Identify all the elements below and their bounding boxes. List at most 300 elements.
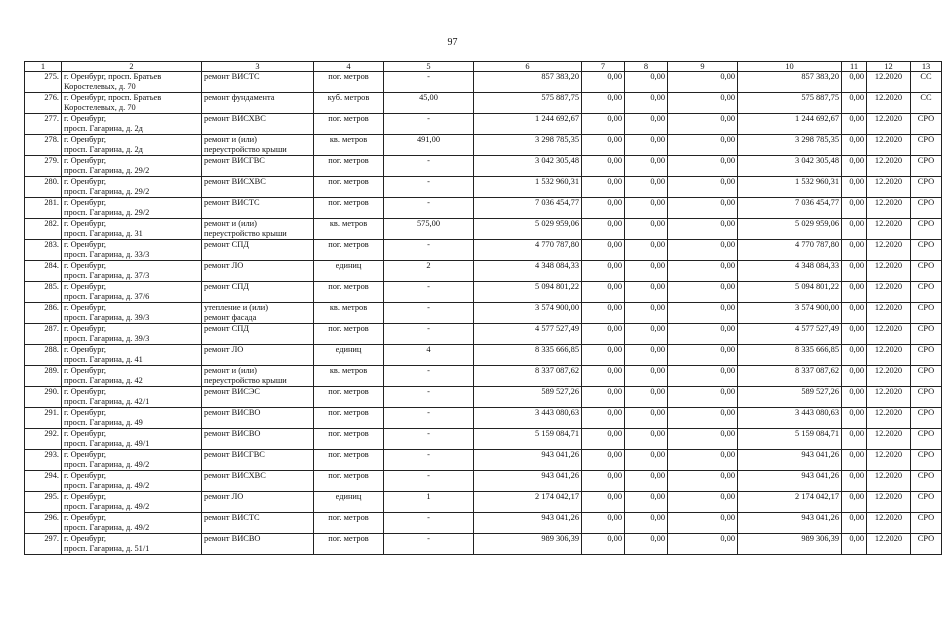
quantity-cell: - <box>384 471 474 492</box>
table-row <box>25 471 942 492</box>
work-type-line-1: ремонт ВИСЭС <box>204 387 260 396</box>
work-type-line-1: ремонт ЛО <box>204 261 244 270</box>
code-cell: СРО <box>911 303 942 324</box>
address-line-2: просп. Гагарина, д. 49/2 <box>64 481 150 490</box>
work-type-cell <box>202 93 314 114</box>
code-cell: СРО <box>911 387 942 408</box>
address-line-2: просп. Гагарина, д. 51/1 <box>64 544 150 553</box>
unit-cell: пог. метров <box>314 177 384 198</box>
row-number: 275. <box>25 72 62 93</box>
table-row <box>25 429 942 450</box>
table-row <box>25 93 942 114</box>
col7-cell: 0,00 <box>582 513 625 534</box>
code-cell: СС <box>911 72 942 93</box>
date-cell: 12.2020 <box>867 534 911 555</box>
row-number: 294. <box>25 471 62 492</box>
row-number: 278. <box>25 135 62 156</box>
address-line-1: г. Оренбург, <box>64 408 107 417</box>
work-type-line-1: ремонт СПД <box>204 282 249 291</box>
row-number: 280. <box>25 177 62 198</box>
col8-cell: 0,00 <box>625 534 668 555</box>
address-line-2: просп. Гагарина, д. 29/2 <box>64 208 150 217</box>
col11-cell: 0,00 <box>842 450 867 471</box>
work-type-line-1: ремонт ВИСГВС <box>204 450 265 459</box>
quantity-cell: - <box>384 387 474 408</box>
col9-cell: 0,00 <box>668 471 738 492</box>
row-number: 290. <box>25 387 62 408</box>
work-type-line-2: переустройство крыши <box>204 376 287 385</box>
date-cell: 12.2020 <box>867 492 911 513</box>
col8-cell: 0,00 <box>625 429 668 450</box>
address-cell <box>62 303 202 324</box>
col7-cell: 0,00 <box>582 492 625 513</box>
date-cell: 12.2020 <box>867 72 911 93</box>
address-cell <box>62 408 202 429</box>
row-number: 287. <box>25 324 62 345</box>
unit-cell: пог. метров <box>314 471 384 492</box>
date-cell: 12.2020 <box>867 471 911 492</box>
unit-cell: единиц <box>314 261 384 282</box>
address-line-2: просп. Гагарина, д. 49 <box>64 418 143 427</box>
work-type-line-1: ремонт и (или) <box>204 135 257 144</box>
col8-cell: 0,00 <box>625 366 668 387</box>
date-cell: 12.2020 <box>867 156 911 177</box>
col7-cell: 0,00 <box>582 408 625 429</box>
quantity-cell: - <box>384 408 474 429</box>
col11-cell: 0,00 <box>842 513 867 534</box>
unit-cell: пог. метров <box>314 387 384 408</box>
code-cell: СРО <box>911 324 942 345</box>
date-cell: 12.2020 <box>867 93 911 114</box>
work-type-line-1: ремонт ВИСВО <box>204 534 261 543</box>
total-cost-cell: 4 577 527,49 <box>474 324 582 345</box>
date-cell: 12.2020 <box>867 240 911 261</box>
total-cost-cell: 8 337 087,62 <box>474 366 582 387</box>
total-cost-cell: 1 244 692,67 <box>474 114 582 135</box>
table-row <box>25 408 942 429</box>
total-cost-cell: 2 174 042,17 <box>474 492 582 513</box>
address-cell <box>62 72 202 93</box>
address-line-1: г. Оренбург, <box>64 492 107 501</box>
date-cell: 12.2020 <box>867 303 911 324</box>
code-cell: СРО <box>911 282 942 303</box>
col7-cell: 0,00 <box>582 135 625 156</box>
date-cell: 12.2020 <box>867 261 911 282</box>
col8-cell: 0,00 <box>625 387 668 408</box>
total-cost-cell: 8 335 666,85 <box>474 345 582 366</box>
unit-cell: пог. метров <box>314 534 384 555</box>
col10-cell: 4 577 527,49 <box>738 324 842 345</box>
col10-cell: 2 174 042,17 <box>738 492 842 513</box>
col8-cell: 0,00 <box>625 114 668 135</box>
address-line-1: г. Оренбург, <box>64 471 107 480</box>
col7-cell: 0,00 <box>582 93 625 114</box>
total-cost-cell: 5 029 959,06 <box>474 219 582 240</box>
col7-cell: 0,00 <box>582 471 625 492</box>
code-cell: СРО <box>911 366 942 387</box>
work-type-line-1: ремонт ЛО <box>204 345 244 354</box>
col9-cell: 0,00 <box>668 345 738 366</box>
col9-cell: 0,00 <box>668 156 738 177</box>
address-line-1: г. Оренбург, <box>64 177 107 186</box>
col9-cell: 0,00 <box>668 534 738 555</box>
address-cell <box>62 261 202 282</box>
address-line-2: просп. Гагарина, д. 29/2 <box>64 187 150 196</box>
total-cost-cell: 3 443 080,63 <box>474 408 582 429</box>
col10-cell: 857 383,20 <box>738 72 842 93</box>
col7-cell: 0,00 <box>582 282 625 303</box>
col8-cell: 0,00 <box>625 261 668 282</box>
col10-cell: 943 041,26 <box>738 471 842 492</box>
table-row <box>25 513 942 534</box>
total-cost-cell: 943 041,26 <box>474 513 582 534</box>
address-cell <box>62 177 202 198</box>
table-row <box>25 450 942 471</box>
row-number: 281. <box>25 198 62 219</box>
date-cell: 12.2020 <box>867 450 911 471</box>
address-line-2: просп. Гагарина, д. 37/6 <box>64 292 150 301</box>
work-type-line-1: ремонт ЛО <box>204 492 244 501</box>
works-table <box>24 61 942 555</box>
col10-cell: 5 029 959,06 <box>738 219 842 240</box>
address-line-2: просп. Гагарина, д. 39/3 <box>64 313 150 322</box>
address-cell <box>62 387 202 408</box>
work-type-line-2: ремонт фасада <box>204 313 257 322</box>
address-line-1: г. Оренбург, <box>64 261 107 270</box>
work-type-cell <box>202 72 314 93</box>
total-cost-cell: 3 298 785,35 <box>474 135 582 156</box>
column-header-9: 9 <box>668 62 738 72</box>
quantity-cell: - <box>384 366 474 387</box>
address-cell <box>62 156 202 177</box>
address-line-1: г. Оренбург, <box>64 345 107 354</box>
table-row <box>25 261 942 282</box>
col7-cell: 0,00 <box>582 366 625 387</box>
total-cost-cell: 5 094 801,22 <box>474 282 582 303</box>
col8-cell: 0,00 <box>625 240 668 261</box>
row-number: 279. <box>25 156 62 177</box>
total-cost-cell: 5 159 084,71 <box>474 429 582 450</box>
unit-cell: кв. метров <box>314 219 384 240</box>
date-cell: 12.2020 <box>867 198 911 219</box>
table-row <box>25 156 942 177</box>
col9-cell: 0,00 <box>668 177 738 198</box>
table-body <box>25 72 942 555</box>
address-line-2: просп. Гагарина, д. 29/2 <box>64 166 150 175</box>
column-header-4: 4 <box>314 62 384 72</box>
address-line-2: просп. Гагарина, д. 42 <box>64 376 143 385</box>
date-cell: 12.2020 <box>867 345 911 366</box>
col8-cell: 0,00 <box>625 282 668 303</box>
address-line-1: г. Оренбург, <box>64 366 107 375</box>
col11-cell: 0,00 <box>842 492 867 513</box>
col8-cell: 0,00 <box>625 513 668 534</box>
col7-cell: 0,00 <box>582 72 625 93</box>
address-cell <box>62 471 202 492</box>
unit-cell: куб. метров <box>314 93 384 114</box>
col8-cell: 0,00 <box>625 303 668 324</box>
address-line-1: г. Оренбург, <box>64 156 107 165</box>
address-line-1: г. Оренбург, <box>64 387 107 396</box>
quantity-cell: - <box>384 177 474 198</box>
work-type-cell <box>202 492 314 513</box>
row-number: 288. <box>25 345 62 366</box>
col11-cell: 0,00 <box>842 261 867 282</box>
address-line-2: просп. Гагарина, д. 37/3 <box>64 271 150 280</box>
address-line-2: просп. Гагарина, д. 49/2 <box>64 502 150 511</box>
work-type-cell <box>202 324 314 345</box>
col7-cell: 0,00 <box>582 324 625 345</box>
code-cell: СРО <box>911 198 942 219</box>
work-type-cell <box>202 219 314 240</box>
date-cell: 12.2020 <box>867 177 911 198</box>
col10-cell: 989 306,39 <box>738 534 842 555</box>
work-type-line-1: ремонт ВИСХВС <box>204 114 266 123</box>
total-cost-cell: 575 887,75 <box>474 93 582 114</box>
col10-cell: 7 036 454,77 <box>738 198 842 219</box>
column-header-12: 12 <box>867 62 911 72</box>
work-type-line-1: ремонт ВИСХВС <box>204 471 266 480</box>
col11-cell: 0,00 <box>842 72 867 93</box>
column-header-11: 11 <box>842 62 867 72</box>
quantity-cell: 45,00 <box>384 93 474 114</box>
col7-cell: 0,00 <box>582 303 625 324</box>
work-type-cell <box>202 303 314 324</box>
address-line-1: г. Оренбург, <box>64 198 107 207</box>
col10-cell: 5 159 084,71 <box>738 429 842 450</box>
work-type-line-1: ремонт ВИСВО <box>204 429 261 438</box>
total-cost-cell: 3 042 305,48 <box>474 156 582 177</box>
code-cell: СРО <box>911 240 942 261</box>
address-line-2: Коростелевых, д. 70 <box>64 82 136 91</box>
table-row <box>25 282 942 303</box>
row-number: 286. <box>25 303 62 324</box>
code-cell: СРО <box>911 534 942 555</box>
row-number: 289. <box>25 366 62 387</box>
quantity-cell: 491,00 <box>384 135 474 156</box>
table-row <box>25 492 942 513</box>
work-type-line-1: ремонт ВИСТС <box>204 72 260 81</box>
work-type-line-1: ремонт СПД <box>204 324 249 333</box>
row-number: 296. <box>25 513 62 534</box>
table-row <box>25 324 942 345</box>
col7-cell: 0,00 <box>582 240 625 261</box>
col9-cell: 0,00 <box>668 303 738 324</box>
col7-cell: 0,00 <box>582 114 625 135</box>
total-cost-cell: 7 036 454,77 <box>474 198 582 219</box>
row-number: 285. <box>25 282 62 303</box>
table-row <box>25 135 942 156</box>
column-header-3: 3 <box>202 62 314 72</box>
col8-cell: 0,00 <box>625 177 668 198</box>
quantity-cell: - <box>384 114 474 135</box>
unit-cell: пог. метров <box>314 282 384 303</box>
column-header-6: 6 <box>474 62 582 72</box>
unit-cell: пог. метров <box>314 72 384 93</box>
table-row <box>25 219 942 240</box>
unit-cell: пог. метров <box>314 450 384 471</box>
unit-cell: кв. метров <box>314 366 384 387</box>
row-number: 277. <box>25 114 62 135</box>
table-row <box>25 534 942 555</box>
work-type-line-1: ремонт и (или) <box>204 219 257 228</box>
address-line-1: г. Оренбург, <box>64 240 107 249</box>
work-type-cell <box>202 240 314 261</box>
col11-cell: 0,00 <box>842 156 867 177</box>
total-cost-cell: 989 306,39 <box>474 534 582 555</box>
col11-cell: 0,00 <box>842 324 867 345</box>
address-cell <box>62 93 202 114</box>
address-cell <box>62 282 202 303</box>
work-type-line-1: ремонт фундамента <box>204 93 275 102</box>
row-number: 293. <box>25 450 62 471</box>
quantity-cell: - <box>384 450 474 471</box>
address-line-2: просп. Гагарина, д. 49/1 <box>64 439 150 448</box>
col9-cell: 0,00 <box>668 366 738 387</box>
address-cell <box>62 240 202 261</box>
col9-cell: 0,00 <box>668 72 738 93</box>
work-type-cell <box>202 513 314 534</box>
col10-cell: 1 244 692,67 <box>738 114 842 135</box>
address-cell <box>62 135 202 156</box>
date-cell: 12.2020 <box>867 429 911 450</box>
col11-cell: 0,00 <box>842 429 867 450</box>
work-type-cell <box>202 534 314 555</box>
code-cell: СРО <box>911 135 942 156</box>
work-type-cell <box>202 198 314 219</box>
date-cell: 12.2020 <box>867 135 911 156</box>
col9-cell: 0,00 <box>668 261 738 282</box>
quantity-cell: 575,00 <box>384 219 474 240</box>
total-cost-cell: 857 383,20 <box>474 72 582 93</box>
work-type-cell <box>202 156 314 177</box>
col7-cell: 0,00 <box>582 450 625 471</box>
col10-cell: 575 887,75 <box>738 93 842 114</box>
table-row <box>25 114 942 135</box>
address-cell <box>62 429 202 450</box>
address-cell <box>62 366 202 387</box>
col8-cell: 0,00 <box>625 72 668 93</box>
col11-cell: 0,00 <box>842 240 867 261</box>
address-line-2: просп. Гагарина, д. 49/2 <box>64 523 150 532</box>
table-row <box>25 240 942 261</box>
code-cell: СРО <box>911 429 942 450</box>
address-cell <box>62 450 202 471</box>
row-number: 297. <box>25 534 62 555</box>
date-cell: 12.2020 <box>867 408 911 429</box>
col10-cell: 943 041,26 <box>738 450 842 471</box>
total-cost-cell: 4 348 084,33 <box>474 261 582 282</box>
quantity-cell: - <box>384 534 474 555</box>
col8-cell: 0,00 <box>625 471 668 492</box>
code-cell: СРО <box>911 177 942 198</box>
address-line-1: г. Оренбург, <box>64 114 107 123</box>
col9-cell: 0,00 <box>668 135 738 156</box>
code-cell: СРО <box>911 450 942 471</box>
col9-cell: 0,00 <box>668 387 738 408</box>
col10-cell: 3 042 305,48 <box>738 156 842 177</box>
work-type-line-2: переустройство крыши <box>204 145 287 154</box>
quantity-cell: - <box>384 324 474 345</box>
col10-cell: 589 527,26 <box>738 387 842 408</box>
column-header-7: 7 <box>582 62 625 72</box>
col8-cell: 0,00 <box>625 324 668 345</box>
work-type-cell <box>202 471 314 492</box>
code-cell: СРО <box>911 513 942 534</box>
col10-cell: 4 770 787,80 <box>738 240 842 261</box>
col8-cell: 0,00 <box>625 408 668 429</box>
quantity-cell: - <box>384 303 474 324</box>
address-line-1: г. Оренбург, просп. Братьев <box>64 93 162 102</box>
unit-cell: единиц <box>314 492 384 513</box>
address-line-1: г. Оренбург, <box>64 324 107 333</box>
quantity-cell: 1 <box>384 492 474 513</box>
address-line-2: Коростелевых, д. 70 <box>64 103 136 112</box>
total-cost-cell: 4 770 787,80 <box>474 240 582 261</box>
col11-cell: 0,00 <box>842 114 867 135</box>
col11-cell: 0,00 <box>842 303 867 324</box>
col11-cell: 0,00 <box>842 135 867 156</box>
date-cell: 12.2020 <box>867 219 911 240</box>
total-cost-cell: 943 041,26 <box>474 450 582 471</box>
address-cell <box>62 534 202 555</box>
date-cell: 12.2020 <box>867 114 911 135</box>
col11-cell: 0,00 <box>842 177 867 198</box>
quantity-cell: 4 <box>384 345 474 366</box>
address-line-1: г. Оренбург, <box>64 282 107 291</box>
unit-cell: пог. метров <box>314 114 384 135</box>
col7-cell: 0,00 <box>582 198 625 219</box>
column-header-5: 5 <box>384 62 474 72</box>
address-cell <box>62 513 202 534</box>
unit-cell: пог. метров <box>314 429 384 450</box>
address-cell <box>62 198 202 219</box>
total-cost-cell: 1 532 960,31 <box>474 177 582 198</box>
code-cell: СРО <box>911 345 942 366</box>
column-header-8: 8 <box>625 62 668 72</box>
column-header-13: 13 <box>911 62 942 72</box>
work-type-cell <box>202 135 314 156</box>
work-type-line-1: утепление и (или) <box>204 303 269 312</box>
page-number: 97 <box>447 37 458 48</box>
address-line-2: просп. Гагарина, д. 33/3 <box>64 250 150 259</box>
address-line-1: г. Оренбург, <box>64 303 107 312</box>
quantity-cell: - <box>384 429 474 450</box>
work-type-cell <box>202 282 314 303</box>
col7-cell: 0,00 <box>582 219 625 240</box>
col9-cell: 0,00 <box>668 324 738 345</box>
column-header-row <box>25 62 942 72</box>
table-row <box>25 198 942 219</box>
unit-cell: кв. метров <box>314 303 384 324</box>
work-type-cell <box>202 366 314 387</box>
col9-cell: 0,00 <box>668 282 738 303</box>
col7-cell: 0,00 <box>582 261 625 282</box>
col11-cell: 0,00 <box>842 408 867 429</box>
col8-cell: 0,00 <box>625 93 668 114</box>
col11-cell: 0,00 <box>842 366 867 387</box>
col8-cell: 0,00 <box>625 450 668 471</box>
address-line-1: г. Оренбург, <box>64 429 107 438</box>
work-type-line-1: ремонт ВИСТС <box>204 198 260 207</box>
col11-cell: 0,00 <box>842 93 867 114</box>
col7-cell: 0,00 <box>582 177 625 198</box>
row-number: 283. <box>25 240 62 261</box>
quantity-cell: - <box>384 198 474 219</box>
address-line-1: г. Оренбург, <box>64 450 107 459</box>
address-line-2: просп. Гагарина, д. 2д <box>64 124 143 133</box>
col9-cell: 0,00 <box>668 408 738 429</box>
